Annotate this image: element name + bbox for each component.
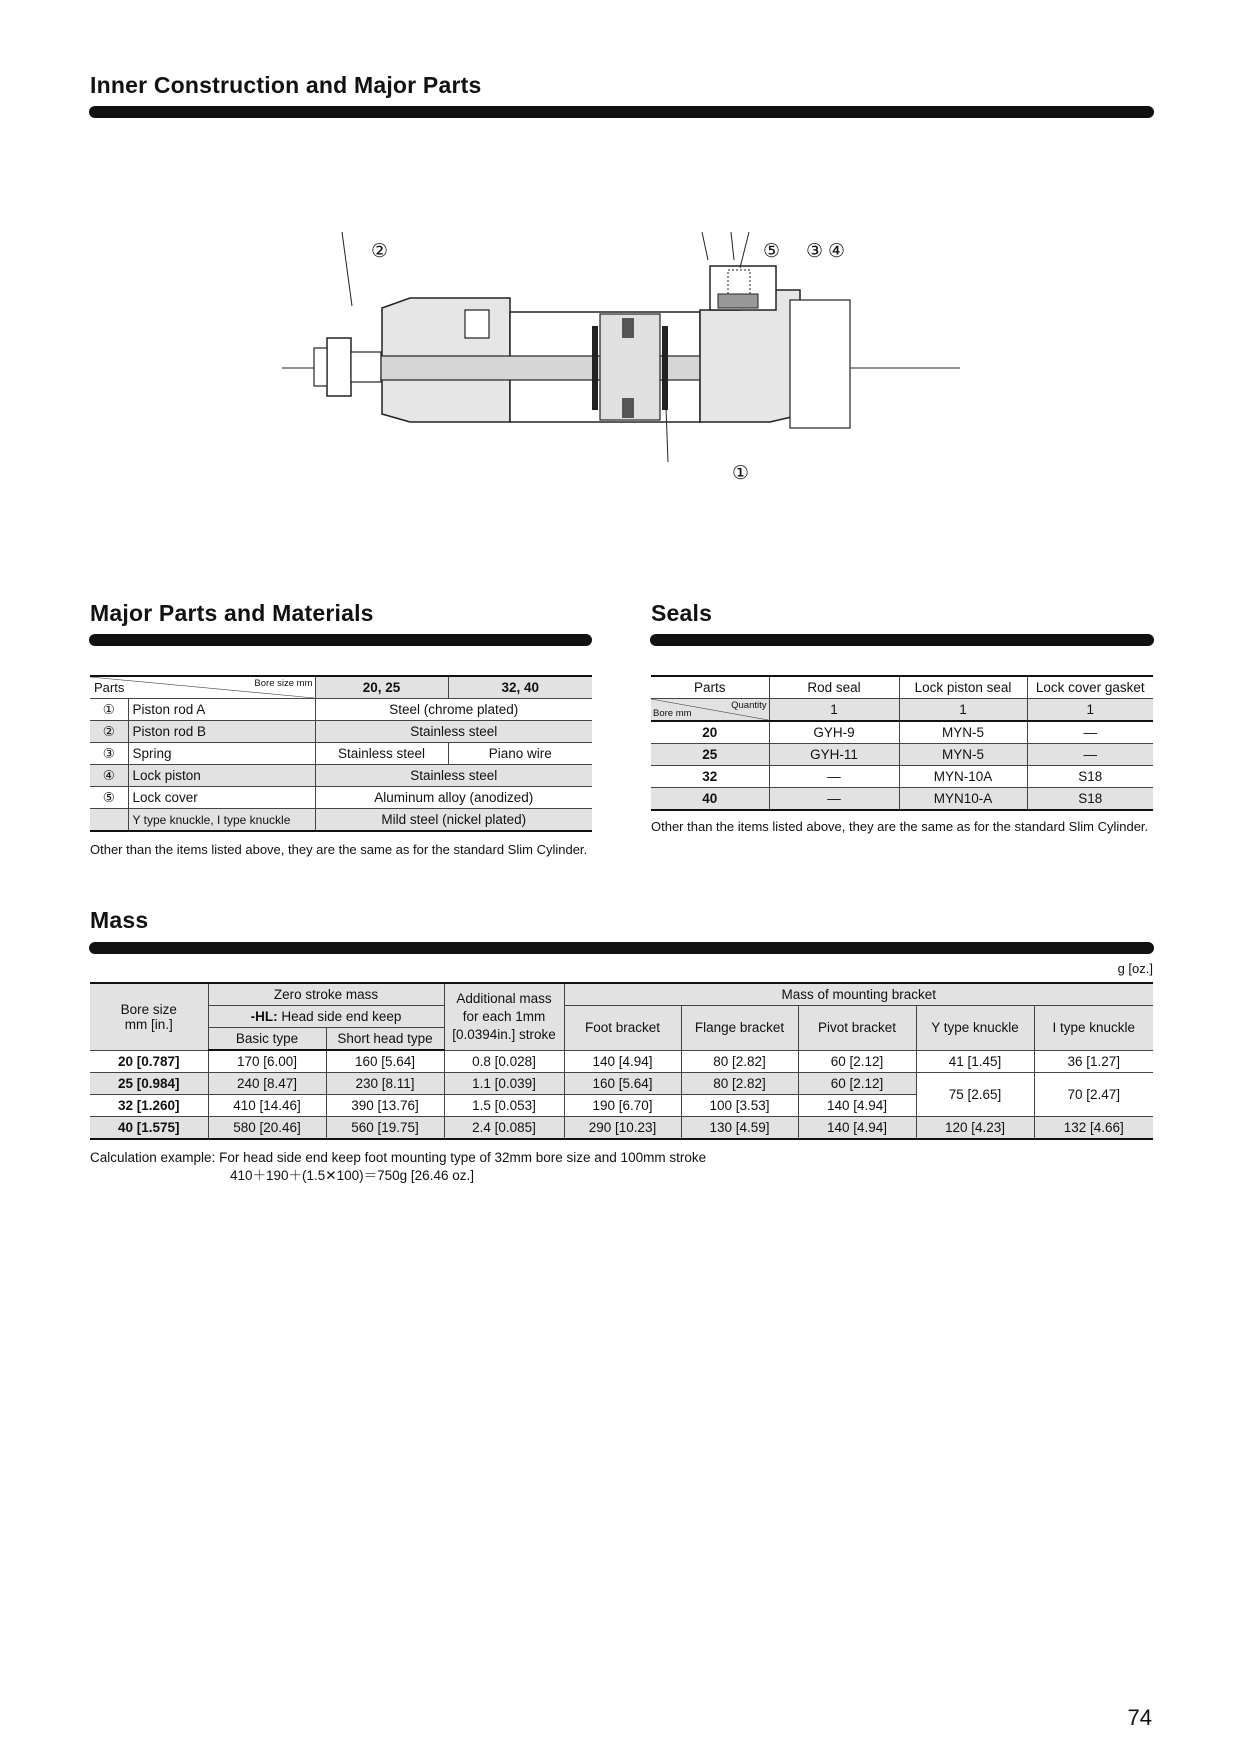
basic-type-header: Basic type [208,1028,326,1051]
seals-table [651,675,1153,811]
table-row [90,787,592,809]
mass-y-knuckle: 120 [4.23] [916,1117,1034,1140]
mass-pivot: 140 [4.94] [798,1095,916,1117]
mass-short: 230 [8.11] [326,1073,444,1095]
part-name: Piston rod B [128,721,315,743]
bore-col-20-25: 20, 25 [315,676,448,699]
mass-basic: 580 [20.46] [208,1117,326,1140]
mass-additional: 1.1 [0.039] [444,1073,564,1095]
seals-parts-header: Parts [651,676,769,699]
table-header-row [90,676,592,699]
mass-table [90,982,1153,1140]
mass-pivot: 140 [4.94] [798,1117,916,1140]
mass-foot: 140 [4.94] [564,1050,681,1073]
mass-flange: 130 [4.59] [681,1117,798,1140]
part-name: Spring [128,743,315,765]
mounting-bracket-header: Mass of mounting bracket [564,983,1153,1006]
parts-note: Other than the items listed above, they are the same as for the standard Slim Cylinder. [90,842,588,857]
table-row [90,743,592,765]
mass-bore: 20 [0.787] [90,1050,208,1073]
part-name: Lock cover [128,787,315,809]
mass-foot: 290 [10.23] [564,1117,681,1140]
additional-mass-header [444,983,564,1050]
callout-4: ④ [828,241,846,262]
mass-additional: 2.4 [0.085] [444,1117,564,1140]
mass-short: 160 [5.64] [326,1050,444,1073]
callout-5: ⑤ [763,241,781,262]
mass-basic: 410 [14.46] [208,1095,326,1117]
mass-foot: 160 [5.64] [564,1073,681,1095]
part-name: Y type knuckle, I type knuckle [128,809,315,832]
callout-1: ① [732,463,750,484]
mass-basic: 240 [8.47] [208,1073,326,1095]
table-header-row [90,983,1153,1006]
seal-gasket: S18 [1027,788,1153,811]
part-name: Lock piston [128,765,315,787]
table-row [90,721,592,743]
table-row [651,788,1153,811]
bore-label: Bore mm [653,708,692,719]
bore-quantity-cell [651,699,769,722]
section-divider [89,106,1154,118]
y-knuckle-header: Y type knuckle [916,1006,1034,1051]
part-material: Stainless steel [315,721,592,743]
mass-flange: 80 [2.82] [681,1073,798,1095]
part-number: ③ [90,743,128,765]
part-number [90,809,128,832]
hl-text: Head side end keep [277,1009,402,1024]
table-row [651,721,1153,744]
calculation-example-line2: 410＋190＋(1.5✕100)＝750g [26.46 oz.] [230,1168,474,1183]
flange-bracket-header: Flange bracket [681,1006,798,1051]
seal-gasket: — [1027,744,1153,766]
part-name: Piston rod A [128,699,315,721]
callout-2: ② [371,241,389,262]
hl-prefix: -HL: [250,1009,278,1024]
bore-size-header [90,983,208,1050]
seal-piston: MYN-5 [899,721,1027,744]
mass-i-knuckle: 36 [1.27] [1034,1050,1153,1073]
calculation-example-line1: Calculation example: For head side end keep foot mounting type of 32mm bore size and 100mm stroke [90,1150,707,1165]
section-title-inner-construction: Inner Construction and Major Parts [90,72,482,98]
lock-piston-seal-header: Lock piston seal [899,676,1027,699]
mass-unit: g [oz.] [1117,961,1153,976]
mass-pivot: 60 [2.12] [798,1050,916,1073]
seal-rod: GYH-9 [769,721,899,744]
seal-gasket: — [1027,721,1153,744]
pivot-bracket-header: Pivot bracket [798,1006,916,1051]
diagram-svg [270,230,970,490]
seal-bore: 25 [651,744,769,766]
section-divider [89,942,1154,954]
part-number: ① [90,699,128,721]
mass-bore: 40 [1.575] [90,1117,208,1140]
table-row [90,699,592,721]
part-number: ② [90,721,128,743]
mass-additional: 1.5 [0.053] [444,1095,564,1117]
seal-rod: GYH-11 [769,744,899,766]
seal-rod: — [769,788,899,811]
table-row [651,744,1153,766]
table-header-row [651,699,1153,722]
table-row [651,766,1153,788]
mass-y-knuckle: 41 [1.45] [916,1050,1034,1073]
mass-i-knuckle: 70 [2.47] [1034,1073,1153,1117]
zero-stroke-header: Zero stroke mass [208,983,444,1006]
part-material: Stainless steel [315,765,592,787]
seal-piston: MYN-10A [899,766,1027,788]
part-material: Mild steel (nickel plated) [315,809,592,832]
part-material-32-40: Piano wire [448,743,592,765]
part-number: ⑤ [90,787,128,809]
part-number: ④ [90,765,128,787]
seals-note: Other than the items listed above, they are the same as for the standard Slim Cylinder. [651,819,1149,834]
mass-foot: 190 [6.70] [564,1095,681,1117]
part-material-20-25: Stainless steel [315,743,448,765]
rod-seal-qty: 1 [769,699,899,722]
seal-bore: 32 [651,766,769,788]
table-header-row [90,1006,1153,1028]
lock-cover-gasket-qty: 1 [1027,699,1153,722]
seal-bore: 20 [651,721,769,744]
mass-y-knuckle: 75 [2.65] [916,1073,1034,1117]
table-row [90,1073,1153,1095]
mass-pivot: 60 [2.12] [798,1073,916,1095]
foot-bracket-header: Foot bracket [564,1006,681,1051]
hl-header [208,1006,444,1028]
section-title-mass: Mass [90,907,149,933]
mass-bore: 32 [1.260] [90,1095,208,1117]
i-knuckle-header: I type knuckle [1034,1006,1153,1051]
section-title-major-parts: Major Parts and Materials [90,600,374,626]
part-material: Steel (chrome plated) [315,699,592,721]
mass-short: 390 [13.76] [326,1095,444,1117]
page-number: 74 [1127,1705,1152,1730]
bore-size-label: Bore size mm [254,678,313,689]
part-material: Aluminum alloy (anodized) [315,787,592,809]
table-row [90,1050,1153,1073]
bore-col-32-40: 32, 40 [448,676,592,699]
additional-mass-text: Additional mass for each 1mm [0.0394in.] stroke [452,990,556,1042]
callout-3: ③ [806,241,824,262]
parts-bore-header-cell [90,676,315,699]
lock-cover-gasket-header: Lock cover gasket [1027,676,1153,699]
mass-flange: 100 [3.53] [681,1095,798,1117]
section-divider [650,634,1154,646]
table-row [90,1117,1153,1140]
bore-size-header-text: Bore size mm [in.] [120,1001,177,1032]
table-row [90,765,592,787]
mass-i-knuckle: 132 [4.66] [1034,1117,1153,1140]
seal-rod: — [769,766,899,788]
major-parts-table [90,675,592,832]
cylinder-cross-section-diagram [270,230,970,490]
table-row [90,809,592,832]
mass-short: 560 [19.75] [326,1117,444,1140]
mass-basic: 170 [6.00] [208,1050,326,1073]
short-head-header: Short head type [326,1028,444,1051]
parts-label: Parts [94,680,125,695]
table-header-row [651,676,1153,699]
mass-additional: 0.8 [0.028] [444,1050,564,1073]
lock-piston-seal-qty: 1 [899,699,1027,722]
seal-bore: 40 [651,788,769,811]
mass-bore: 25 [0.984] [90,1073,208,1095]
seal-gasket: S18 [1027,766,1153,788]
rod-seal-header: Rod seal [769,676,899,699]
mass-flange: 80 [2.82] [681,1050,798,1073]
seal-piston: MYN-5 [899,744,1027,766]
quantity-label: Quantity [731,700,767,711]
section-divider [89,634,592,646]
seal-piston: MYN10-A [899,788,1027,811]
section-title-seals: Seals [651,600,713,626]
